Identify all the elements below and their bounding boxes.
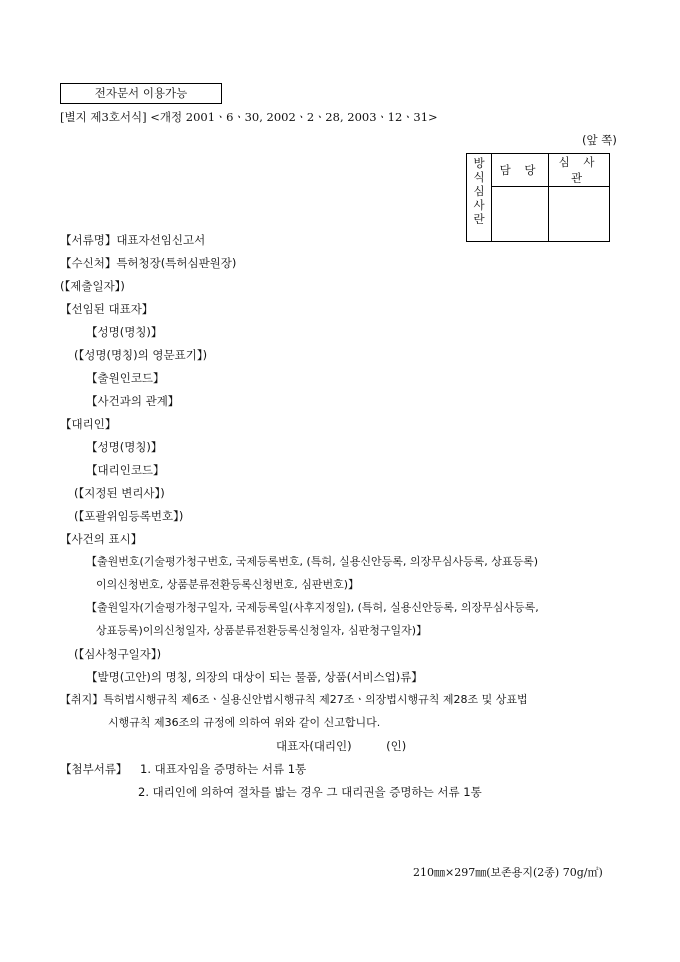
- application-number-field-cont: 이의신청번호, 상품분류전환등록신청번호, 심판번호)】: [96, 578, 360, 591]
- rep-relation-field: 【사건과의 관계】: [86, 394, 180, 408]
- review-side-char: 사: [473, 198, 485, 212]
- review-box-side-label: [467, 154, 492, 242]
- case-display-field: 【사건의 표시】: [60, 532, 143, 546]
- review-side-char: 란: [473, 212, 485, 226]
- designated-attorney-field: (【지정된 변리사】): [74, 486, 165, 500]
- purpose-field-cont: 시행규칙 제36조의 규정에 의하여 위와 같이 신고합니다.: [108, 716, 381, 729]
- review-col-manager: 담 당: [492, 154, 549, 187]
- agent-code-field: 【대리인코드】: [86, 463, 165, 477]
- appointed-rep-field: 【선임된 대표자】: [60, 302, 154, 316]
- attachments-label: 【첨부서류】: [60, 762, 128, 776]
- recipient-field: 【수신처】특허청장(특허심판원장): [60, 256, 237, 270]
- exam-request-date-field: (【심사청구일자】): [74, 647, 162, 661]
- rep-name-field: 【성명(명칭)】: [86, 325, 163, 339]
- application-date-field-cont: 상표등록)이의신청일자, 상품분류전환등록신청일자, 심판청구일자)】: [96, 624, 428, 637]
- electronic-document-label: 전자문서 이용가능: [60, 83, 222, 104]
- signature-line: 대표자(대리인) (인): [276, 739, 407, 753]
- review-side-char: 식: [473, 170, 485, 184]
- application-date-field: 【출원일자(기술평가청구일자, 국제등록일(사후지정일), (특허, 실용신안등록, 의장무심사등록,: [86, 601, 539, 614]
- attachment-item: 2. 대리인에 의하여 절차를 밟는 경우 그 대리권을 증명하는 서류 1통: [138, 785, 482, 799]
- review-col-examiner: 심 사 관: [549, 154, 610, 187]
- general-power-number-field: (【포괄위임등록번호】): [74, 509, 184, 523]
- rep-name-en-field: (【성명(명칭)의 영문표기】): [74, 348, 208, 362]
- paper-size-footer: 210㎜×297㎜(보존용지(2종) 70g/㎡): [413, 866, 603, 879]
- submit-date-field: (【제출일자】): [60, 279, 125, 293]
- review-side-char: 심: [473, 184, 485, 198]
- manager-stamp-cell: [492, 187, 549, 242]
- agent-name-field: 【성명(명칭)】: [86, 440, 163, 454]
- agent-field: 【대리인】: [60, 417, 117, 431]
- form-number-label: [별지 제3호서식] <개정 2001ㆍ6ㆍ30, 2002ㆍ2ㆍ28, 2003ㆍ12ㆍ31>: [60, 110, 438, 124]
- rep-applicant-code-field: 【출원인코드】: [86, 371, 165, 385]
- review-side-char: 방: [473, 156, 485, 170]
- attachment-item: 1. 대표자임을 증명하는 서류 1통: [140, 762, 307, 776]
- review-box: [466, 153, 610, 242]
- application-number-field: 【출원번호(기술평가청구번호, 국제등록번호, (특허, 실용신안등록, 의장무심사등록, 상표등록): [86, 555, 538, 568]
- doc-name-field: 【서류명】대표자선임신고서: [60, 233, 206, 247]
- invention-name-field: 【발명(고안)의 명칭, 의장의 대상이 되는 물품, 상품(서비스업)류】: [86, 670, 423, 684]
- purpose-field: 【취지】특허법시행규칙 제6조ㆍ실용신안법시행규칙 제27조ㆍ의장법시행규칙 제28조 및 상표법: [60, 693, 528, 706]
- examiner-stamp-cell: [549, 187, 610, 242]
- page-side-label: (앞 쪽): [582, 133, 617, 147]
